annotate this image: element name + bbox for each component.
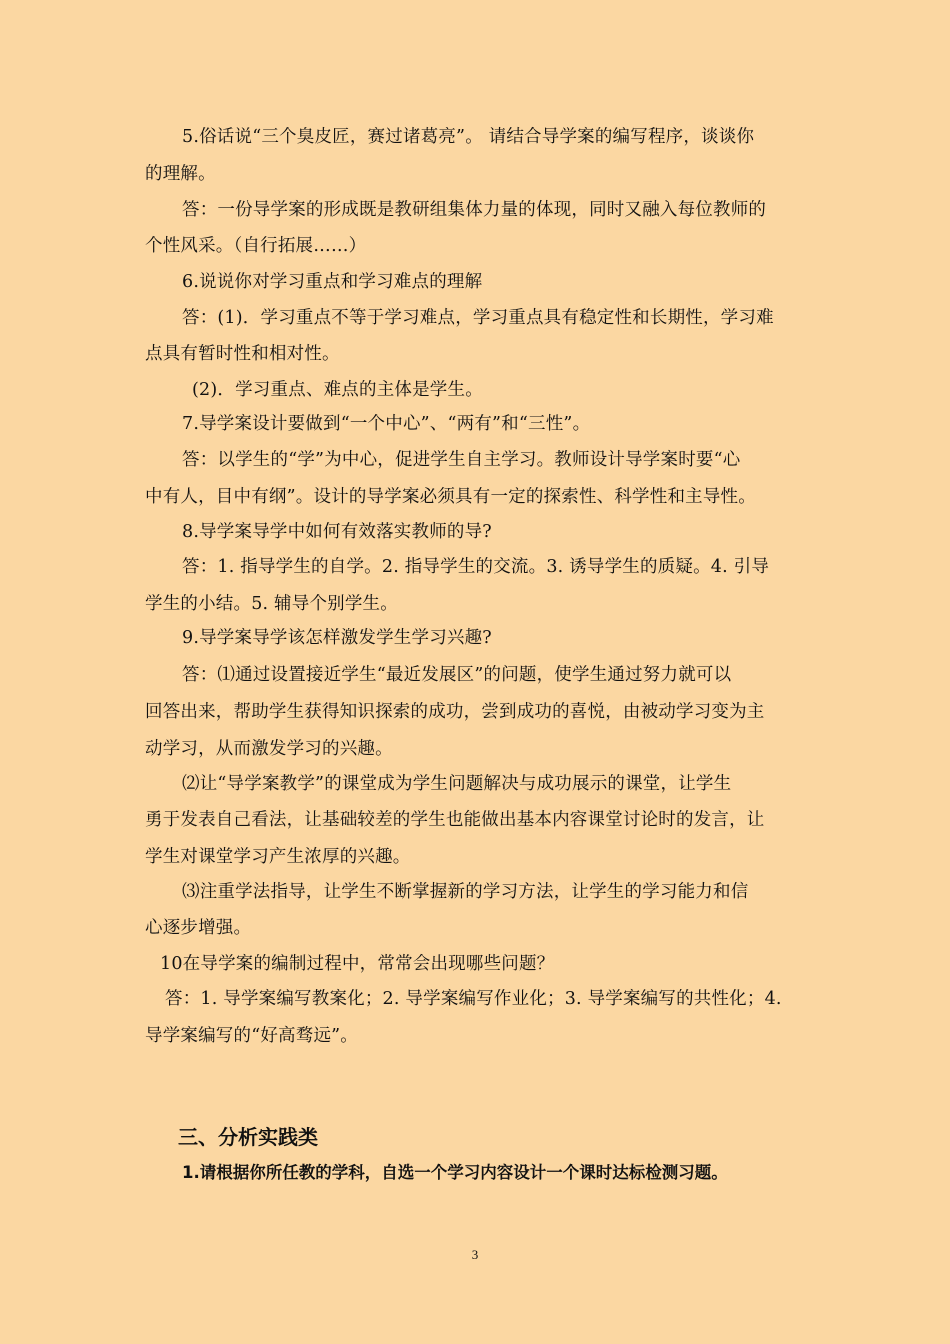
q7-text: 7.导学案设计要做到“一个中心”、“两有”和“三性”。 bbox=[182, 414, 591, 434]
q9-answer-1: 答：⑴通过设置接近学生“最近发展区”的问题，使学生通过努力就可以 bbox=[182, 665, 732, 685]
q10-text: 10在导学案的编制过程中，常常会出现哪些问题？ bbox=[160, 954, 555, 974]
q8-answer: 答：1. 指导学生的自学。2. 指导学生的交流。3. 诱导学生的质疑。4. 引导 bbox=[182, 557, 770, 577]
q8-text: 8.导学案导学中如何有效落实教师的导? bbox=[182, 522, 492, 542]
q6-answer-2: (2)．学习重点、难点的主体是学生。 bbox=[192, 380, 483, 400]
q9-answer-2-cont: 勇于发表自己看法，让基础较差的学生也能做出基本内容课堂讨论时的发言，让 bbox=[145, 810, 765, 830]
q9-answer-1-cont: 回答出来，帮助学生获得知识探索的成功，尝到成功的喜悦，由被动学习变为主 bbox=[145, 702, 765, 722]
q10-answer-cont: 导学案编写的“好高骛远”。 bbox=[145, 1026, 358, 1046]
q8-answer-cont: 学生的小结。5. 辅导个别学生。 bbox=[145, 594, 398, 614]
q10-answer: 答：1. 导学案编写教案化；2. 导学案编写作业化；3. 导学案编写的共性化；4. bbox=[165, 989, 782, 1009]
q6-text: 6.说说你对学习重点和学习难点的理解 bbox=[182, 272, 483, 292]
q6-answer-1: 答：(1)．学习重点不等于学习难点，学习重点具有稳定性和长期性，学习难 bbox=[182, 308, 774, 328]
q5-text-cont: 的理解。 bbox=[145, 164, 216, 184]
q9-text: 9.导学案导学该怎样激发学生学习兴趣? bbox=[182, 628, 492, 648]
section-question: 1.请根据你所任教的学科，自选一个学习内容设计一个课时达标检测习题。 bbox=[182, 1163, 728, 1182]
q7-answer-cont: 中有人，目中有纲”。设计的导学案必须具有一定的探索性、科学性和主导性。 bbox=[145, 487, 756, 507]
q9-answer-3-cont: 心逐步增强。 bbox=[145, 918, 252, 938]
q5-answer-cont: 个性风采。（自行拓展……） bbox=[145, 236, 367, 256]
q9-answer-2: ⑵让“导学案教学”的课堂成为学生问题解决与成功展示的课堂，让学生 bbox=[182, 774, 732, 794]
q7-answer: 答：以学生的“学”为中心，促进学生自主学习。教师设计导学案时要“心 bbox=[182, 450, 741, 470]
q6-answer-1-cont: 点具有暂时性和相对性。 bbox=[145, 344, 340, 364]
page-number: 3 bbox=[471, 1247, 479, 1262]
q9-answer-2-cont2: 学生对课堂学习产生浓厚的兴趣。 bbox=[145, 847, 411, 867]
q9-answer-3: ⑶注重学法指导，让学生不断掌握新的学习方法，让学生的学习能力和信 bbox=[182, 882, 749, 902]
q9-answer-1-cont2: 动学习，从而激发学习的兴趣。 bbox=[145, 739, 393, 759]
q5-answer: 答：一份导学案的形成既是教研组集体力量的体现，同时又融入每位教师的 bbox=[182, 200, 767, 220]
q5-text: 5.俗话说“三个臭皮匠，赛过诸葛亮”。 请结合导学案的编写程序，谈谈你 bbox=[182, 127, 755, 147]
section-heading: 三、分析实践类 bbox=[178, 1125, 318, 1149]
